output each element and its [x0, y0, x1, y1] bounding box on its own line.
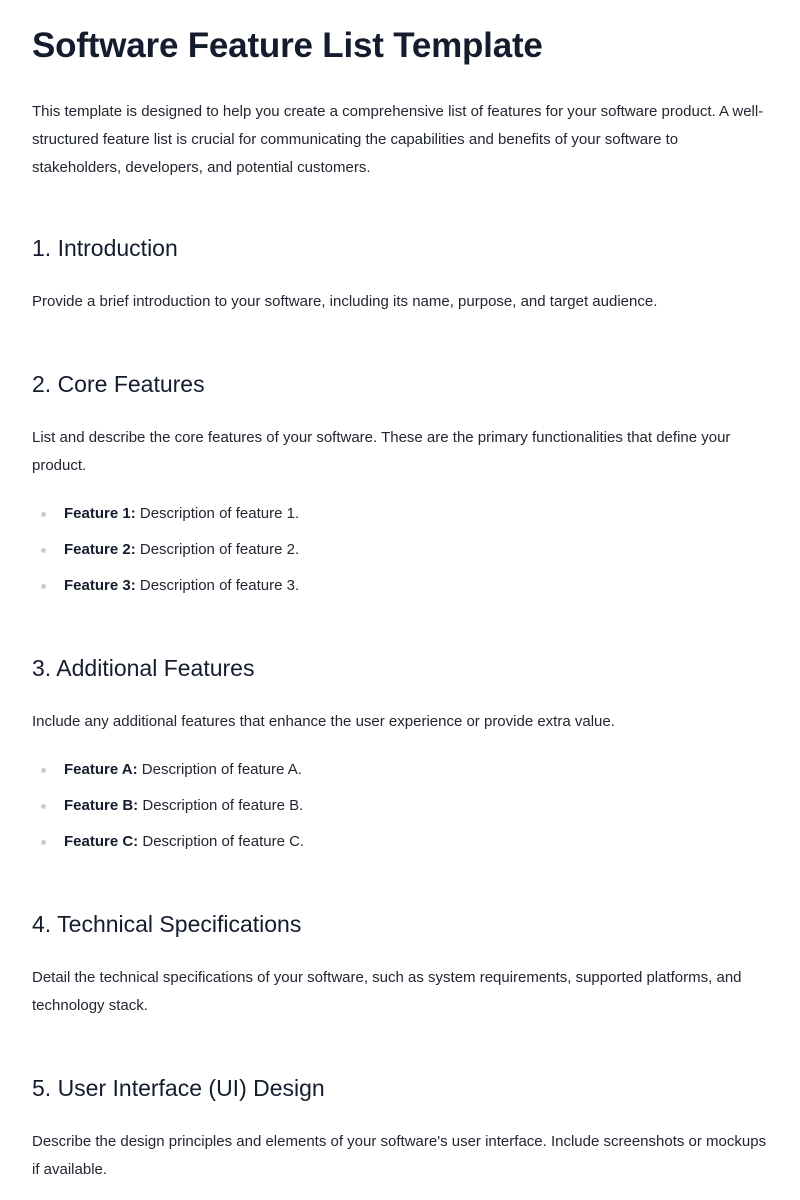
section-heading: 5. User Interface (UI) Design: [32, 1075, 325, 1101]
feature-description: Description of feature 2.: [135, 541, 300, 558]
bullet-icon: [41, 548, 46, 553]
section-text: Provide a brief introduction to your software, including its name, purpose, and target audience.: [32, 293, 658, 310]
feature-description: Description of feature A.: [137, 761, 302, 778]
section-heading: 2. Core Features: [32, 371, 205, 397]
feature-label: Feature B:: [64, 797, 139, 814]
list-item: [32, 536, 768, 572]
feature-description: Description of feature 3.: [135, 577, 300, 594]
section-heading: 1. Introduction: [32, 235, 178, 261]
feature-label: Feature 2:: [64, 541, 136, 558]
list-item: [32, 500, 768, 536]
section-text: Include any additional features that enhance the user experience or provide extra value.: [32, 713, 615, 730]
list-item: [32, 828, 768, 864]
feature-description: Description of feature 1.: [135, 505, 300, 522]
bullet-icon: [41, 512, 46, 517]
section-introduction: [32, 233, 768, 316]
list-item: [32, 756, 768, 792]
feature-list: [32, 756, 768, 864]
section-core-features: [32, 369, 768, 608]
bullet-icon: [41, 584, 46, 589]
bullet-icon: [41, 768, 46, 773]
bullet-icon: [41, 840, 46, 845]
feature-label: Feature 1:: [64, 505, 136, 522]
section-technical-specifications: [32, 909, 768, 1020]
section-additional-features: [32, 653, 768, 864]
feature-label: Feature C:: [64, 833, 139, 850]
feature-description: Description of feature C.: [138, 833, 305, 850]
list-item: [32, 792, 768, 828]
section-text: Describe the design principles and elements of your software's user interface. Include screenshots or mockups if available.: [32, 1133, 767, 1178]
feature-label: Feature A:: [64, 761, 138, 778]
section-heading: 3. Additional Features: [32, 655, 255, 681]
bullet-icon: [41, 804, 46, 809]
section-heading: 4. Technical Specifications: [32, 911, 302, 937]
feature-label: Feature 3:: [64, 577, 136, 594]
list-item: [32, 572, 768, 608]
feature-list: [32, 500, 768, 608]
section-text: List and describe the core features of your software. These are the primary functionalities that define your product.: [32, 429, 731, 474]
section-ui-design: [32, 1073, 768, 1184]
section-text: Detail the technical specifications of your software, such as system requirements, supported platforms, and technology stack.: [32, 969, 742, 1014]
page-title: Software Feature List Template: [32, 26, 543, 65]
intro-paragraph: This template is designed to help you create a comprehensive list of features for your software product. A well-structured feature list is crucial for communicating the capabilities and benefits of your software to stakeholders, developers, and potential customers.: [32, 103, 764, 176]
feature-description: Description of feature B.: [138, 797, 304, 814]
